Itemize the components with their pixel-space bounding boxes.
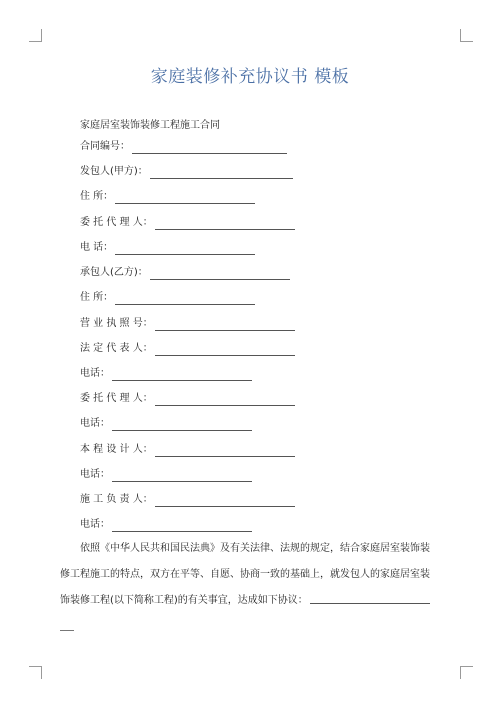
blank-line[interactable] bbox=[132, 142, 287, 154]
paragraph-line-1: 依照《中华人民共和国民法典》及有关法律、法规的规定，结合家庭居室装饰装 bbox=[80, 543, 430, 554]
blank-line[interactable] bbox=[112, 520, 252, 532]
contractor-agent-phone-field[interactable] bbox=[80, 417, 252, 431]
crop-mark-bottom-right bbox=[460, 666, 473, 679]
field-label: 电话： bbox=[80, 418, 110, 429]
contractor-phone-field[interactable] bbox=[80, 367, 252, 381]
blank-line[interactable] bbox=[155, 344, 295, 356]
field-label: 营 业 执 照 号： bbox=[80, 318, 153, 329]
employer-address-field[interactable] bbox=[80, 190, 255, 204]
blank-line[interactable] bbox=[150, 167, 293, 179]
designer-field[interactable] bbox=[80, 443, 295, 457]
document-title: 家庭装修补充协议书 模板 bbox=[150, 67, 350, 87]
crop-mark-top-right bbox=[460, 29, 473, 42]
blank-line[interactable] bbox=[150, 268, 290, 280]
blank-line[interactable] bbox=[112, 419, 252, 431]
field-label: 法 定 代 表 人： bbox=[80, 343, 153, 354]
field-label: 住 所： bbox=[80, 191, 114, 202]
contractor-field[interactable] bbox=[80, 266, 290, 280]
blank-line[interactable] bbox=[115, 192, 255, 204]
blank-line[interactable] bbox=[155, 394, 295, 406]
document-subtitle: 家庭居室装饰装修工程施工合同 bbox=[80, 120, 220, 131]
crop-mark-top-left bbox=[29, 29, 42, 42]
paragraph-line-3-text: 饰装修工程(以下简称工程)的有关事宜，达成如下协议： bbox=[60, 595, 308, 606]
employer-field[interactable] bbox=[80, 165, 293, 179]
field-label: 本 程 设 计 人： bbox=[80, 444, 153, 455]
agreement-paragraph bbox=[60, 536, 445, 614]
field-label: 电 话： bbox=[80, 242, 114, 253]
construction-manager-phone-field[interactable] bbox=[80, 518, 252, 532]
field-label: 电话： bbox=[80, 368, 110, 379]
field-label: 发包人(甲方)： bbox=[80, 166, 148, 177]
field-label: 电话： bbox=[80, 469, 110, 480]
field-label: 施 工 负 责 人： bbox=[80, 494, 153, 505]
contract-number-field[interactable] bbox=[80, 140, 287, 154]
blank-line[interactable] bbox=[155, 218, 295, 230]
blank-line[interactable] bbox=[155, 319, 295, 331]
blank-line[interactable] bbox=[310, 592, 430, 604]
contractor-agent-field[interactable] bbox=[80, 392, 295, 406]
paragraph-line-2: 修工程施工的特点，双方在平等、自愿、协商一致的基础上，就发包人的家庭居室装 bbox=[60, 569, 430, 580]
blank-line[interactable] bbox=[115, 243, 255, 255]
blank-line[interactable] bbox=[112, 470, 252, 482]
blank-line[interactable] bbox=[115, 293, 255, 305]
field-label: 委 托 代 理 人： bbox=[80, 393, 153, 404]
field-label: 合同编号： bbox=[80, 141, 130, 152]
construction-manager-field[interactable] bbox=[80, 493, 295, 507]
contractor-address-field[interactable] bbox=[80, 291, 255, 305]
paragraph-line-3 bbox=[60, 588, 445, 614]
field-label: 承包人(乙方)： bbox=[80, 267, 148, 278]
blank-line[interactable] bbox=[155, 445, 295, 457]
employer-agent-field[interactable] bbox=[80, 216, 295, 230]
employer-phone-field[interactable] bbox=[80, 241, 255, 255]
business-license-field[interactable] bbox=[80, 317, 295, 331]
field-label: 住 所： bbox=[80, 292, 114, 303]
designer-phone-field[interactable] bbox=[80, 468, 252, 482]
legal-representative-field[interactable] bbox=[80, 342, 295, 356]
field-label: 电话： bbox=[80, 519, 110, 530]
crop-mark-bottom-left bbox=[29, 666, 42, 679]
footnote-separator bbox=[60, 630, 74, 631]
blank-line[interactable] bbox=[155, 495, 295, 507]
field-label: 委 托 代 理 人： bbox=[80, 217, 153, 228]
blank-line[interactable] bbox=[112, 369, 252, 381]
